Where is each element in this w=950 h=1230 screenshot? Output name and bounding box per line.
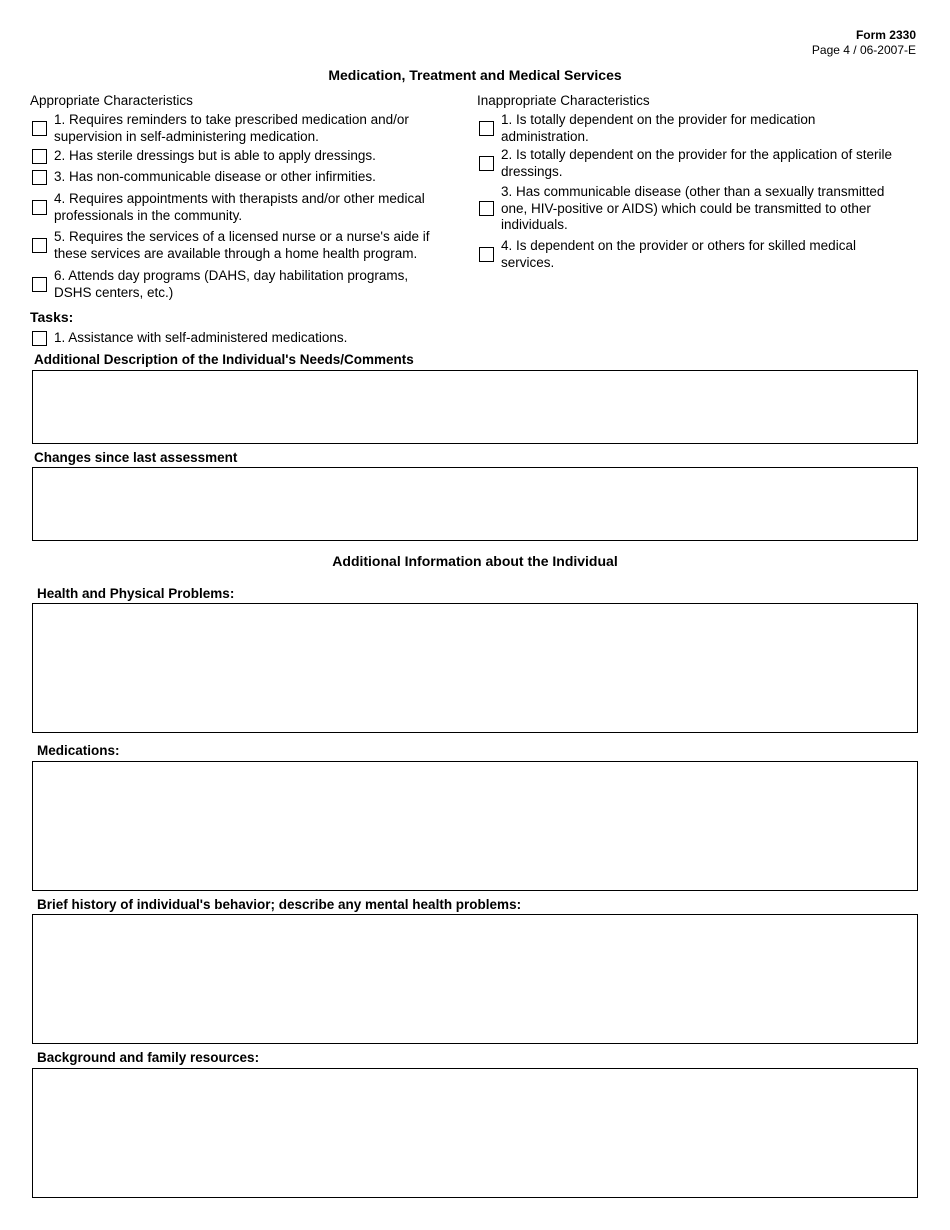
inappropriate-item-1-text <box>501 112 815 145</box>
inappropriate-item-1-line2: administration. <box>501 128 589 144</box>
inappropriate-item-4-text <box>501 238 856 271</box>
appropriate-item-3-checkbox[interactable] <box>32 170 47 185</box>
behavior-label: Brief history of individual's behavior; describe any mental health problems: <box>37 897 522 912</box>
inappropriate-item-1-line1: 1. Is totally dependent on the provider for medication <box>501 112 816 127</box>
inappropriate-item-3 <box>479 184 884 234</box>
tasks-heading: Tasks: <box>30 309 74 325</box>
appropriate-item-2-checkbox[interactable] <box>32 149 47 164</box>
task-item-1-text: 1. Assistance with self-administered medications. <box>54 330 348 345</box>
background-field[interactable] <box>32 1068 918 1198</box>
appropriate-item-5-line1: 5. Requires the services of a licensed nurse or a nurse's aide if <box>54 229 430 244</box>
inappropriate-item-4 <box>479 238 856 271</box>
appropriate-item-2-text: 2. Has sterile dressings but is able to apply dressings. <box>54 148 376 163</box>
inappropriate-item-4-checkbox[interactable] <box>479 247 494 262</box>
appropriate-item-4-line2: professionals in the community. <box>54 207 243 223</box>
inappropriate-item-1-checkbox[interactable] <box>479 121 494 136</box>
appropriate-heading: Appropriate Characteristics <box>30 93 193 108</box>
appropriate-item-1-text <box>54 112 409 145</box>
appropriate-item-4-line1: 4. Requires appointments with therapists and/or other medical <box>54 191 425 206</box>
appropriate-item-6-line1: 6. Attends day programs (DAHS, day habilitation programs, <box>54 268 409 283</box>
appropriate-item-6-line2: DSHS centers, etc.) <box>54 284 174 300</box>
appropriate-item-4-text <box>54 191 425 224</box>
appropriate-item-5-checkbox[interactable] <box>32 238 47 253</box>
appropriate-item-5-text <box>54 229 430 262</box>
page-info: Page 4 / 06-2007-E <box>811 43 916 57</box>
changes-field[interactable] <box>32 467 918 541</box>
appropriate-item-1-line2: supervision in self-administering medication. <box>54 128 319 144</box>
appropriate-item-6-checkbox[interactable] <box>32 277 47 292</box>
inappropriate-item-2-line1: 2. Is totally dependent on the provider for the application of sterile <box>501 147 892 162</box>
inappropriate-item-3-text <box>501 184 884 234</box>
medications-label: Medications: <box>37 743 120 758</box>
background-label: Background and family resources: <box>37 1050 260 1065</box>
task-item-1 <box>32 330 347 347</box>
appropriate-item-6-text <box>54 268 408 301</box>
additional-description-label: Additional Description of the Individual's Needs/Comments <box>34 352 414 367</box>
inappropriate-item-3-line1: 3. Has communicable disease (other than a sexually transmitted <box>501 184 885 199</box>
changes-label: Changes since last assessment <box>34 450 238 465</box>
appropriate-item-1-line1: 1. Requires reminders to take prescribed medication and/or <box>54 112 409 127</box>
appropriate-item-1-checkbox[interactable] <box>32 121 47 136</box>
inappropriate-item-2-text <box>501 147 892 180</box>
inappropriate-heading: Inappropriate Characteristics <box>477 93 650 108</box>
appropriate-item-1 <box>32 112 409 145</box>
medications-field[interactable] <box>32 761 918 891</box>
inappropriate-item-2-checkbox[interactable] <box>479 156 494 171</box>
appropriate-item-3-text: 3. Has non-communicable disease or other infirmities. <box>54 169 376 184</box>
appropriate-item-5-line2: these services are available through a home health program. <box>54 245 418 261</box>
appropriate-item-5 <box>32 229 430 262</box>
health-label: Health and Physical Problems: <box>37 586 235 601</box>
inappropriate-item-2 <box>479 147 892 180</box>
inappropriate-item-4-line2: services. <box>501 254 555 270</box>
section-title-medication: Medication, Treatment and Medical Services <box>328 67 622 83</box>
appropriate-item-3 <box>32 169 376 186</box>
appropriate-item-6 <box>32 268 408 301</box>
behavior-field[interactable] <box>32 914 918 1044</box>
inappropriate-item-3-line2: one, HIV-positive or AIDS) which could be transmitted to other <box>501 200 871 216</box>
appropriate-item-4-checkbox[interactable] <box>32 200 47 215</box>
inappropriate-item-3-checkbox[interactable] <box>479 201 494 216</box>
health-field[interactable] <box>32 603 918 733</box>
inappropriate-item-2-line2: dressings. <box>501 163 563 179</box>
inappropriate-item-1 <box>479 112 815 145</box>
inappropriate-item-3-line3: individuals. <box>501 217 568 232</box>
form-number: Form 2330 <box>855 28 916 42</box>
section-title-additional-info: Additional Information about the Individual <box>332 553 618 569</box>
appropriate-item-4 <box>32 191 425 224</box>
task-item-1-checkbox[interactable] <box>32 331 47 346</box>
inappropriate-item-4-line1: 4. Is dependent on the provider or others for skilled medical <box>501 238 856 253</box>
appropriate-item-2 <box>32 148 376 165</box>
additional-description-field[interactable] <box>32 370 918 444</box>
